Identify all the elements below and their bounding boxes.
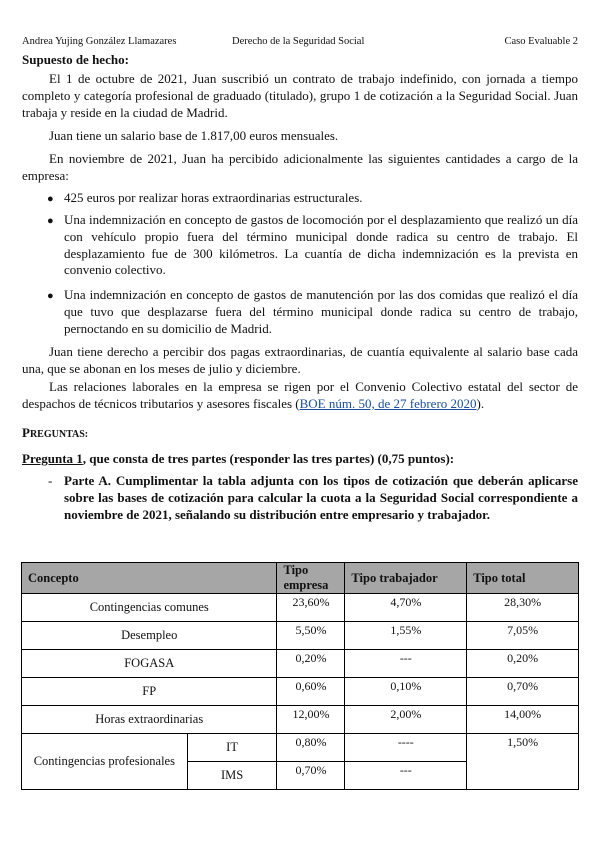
total-cell: 0,20%	[467, 650, 579, 678]
total-cell: 0,70%	[467, 678, 579, 706]
concept-cell: Horas extraordinarias	[22, 706, 277, 734]
total-cell: 14,00%	[467, 706, 579, 734]
trabajador-cell: ---	[345, 650, 467, 678]
bullet-marker: ●	[47, 193, 54, 205]
bullet-item: Una indemnización en concepto de gastos de manutención por las dos comidas que realizó el día que tuvo que desplazarse fuera del término municipal donde radica su centro de trabajo, pernoctando en su domicilio de Madrid.	[64, 287, 578, 336]
empresa-cell: 23,60%	[277, 594, 345, 622]
concept-cell: Contingencias comunes	[22, 594, 277, 622]
bullet-marker: ●	[47, 290, 54, 302]
table-row	[22, 650, 579, 678]
facts-paragraph-3: En noviembre de 2021, Juan ha percibido adicionalmente las siguientes cantidades a cargo de la empresa:	[22, 151, 578, 183]
trabajador-cell: 1,55%	[345, 622, 467, 650]
bullet-item: 425 euros por realizar horas extraordinarias estructurales.	[64, 190, 363, 205]
empresa-cell: 12,00%	[277, 706, 345, 734]
header-tipo-total: Tipo total	[467, 563, 579, 594]
table-row	[22, 622, 579, 650]
ims-trabajador-cell: ---	[345, 762, 467, 790]
trabajador-cell: 4,70%	[345, 594, 467, 622]
empresa-cell: 5,50%	[277, 622, 345, 650]
total-cell: 28,30%	[467, 594, 579, 622]
part-a-text: Parte A. Cumplimentar la tabla adjunta con los tipos de cotización que deberán aplicarse sobre las bases de cotización para calcular la cuota a la Seguridad Social correspondiente a noviembre de 2021, señalando su distribución entre empresario y trabajador.	[64, 473, 578, 522]
trabajador-cell: 2,00%	[345, 706, 467, 734]
it-trabajador-cell: ----	[345, 734, 467, 762]
table-row-professional-it	[22, 734, 579, 762]
facts-heading: Supuesto de hecho:	[22, 52, 129, 67]
table-row	[22, 678, 579, 706]
facts-paragraph-1: El 1 de octubre de 2021, Juan suscribió un contrato de trabajo indefinido, con jornada a tiempo completo y categoría profesional de graduado (titulado), grupo 1 de cotización a la Seguridad Social. Juan trabaja y reside en la ciudad de Madrid.	[22, 71, 578, 120]
professional-total-cell: 1,50%	[467, 734, 579, 790]
trabajador-cell: 0,10%	[345, 678, 467, 706]
header-author: Andrea Yujing González Llamazares	[22, 36, 177, 47]
bullet-marker: ●	[47, 215, 54, 227]
it-empresa-cell: 0,80%	[277, 734, 345, 762]
ims-label-cell: IMS	[187, 762, 277, 790]
ims-empresa-cell: 0,70%	[277, 762, 345, 790]
empresa-cell: 0,20%	[277, 650, 345, 678]
concept-cell: FOGASA	[22, 650, 277, 678]
facts-paragraph-2: Juan tiene un salario base de 1.817,00 euros mensuales.	[49, 128, 339, 143]
questions-heading: PREGUNTAS:	[22, 425, 89, 440]
facts-paragraph-5	[22, 379, 578, 413]
question-1-title: Pregunta 1, que consta de tres partes (responder las tres partes) (0,75 puntos):	[22, 451, 455, 466]
bullet-item: Una indemnización en concepto de gastos de locomoción por el desplazamiento que realizó un día con vehículo propio fuera del término municipal donde radica su centro de trabajo. El desplazamiento fue de 300 kilómetros. La cuantía de dicha indemnización es la prevista en convenio colectivo.	[64, 212, 578, 278]
table-row	[22, 594, 579, 622]
facts-paragraph-4: Juan tiene derecho a percibir dos pagas extraordinarias, de cuantía equivalente al salario base cada una, que se abonan en los meses de julio y diciembre.	[22, 344, 578, 376]
total-cell: 7,05%	[467, 622, 579, 650]
concept-cell: FP	[22, 678, 277, 706]
concept-cell: Desempleo	[22, 622, 277, 650]
table-row	[22, 706, 579, 734]
boe-link[interactable]: BOE núm. 50, de 27 febrero 2020	[299, 395, 477, 411]
it-label-cell: IT	[187, 734, 277, 762]
facts-paragraph-5-end: ).	[476, 395, 485, 411]
question-1-label: Pregunta 1	[22, 451, 83, 466]
header-case: Caso Evaluable 2	[504, 36, 578, 47]
table-header-row	[22, 563, 579, 594]
contribution-table	[21, 562, 579, 790]
professional-concept-cell: Contingencias profesionales	[22, 734, 188, 790]
header-concepto: Concepto	[22, 563, 277, 594]
empresa-cell: 0,60%	[277, 678, 345, 706]
facts-paragraph-5-text: Las relaciones laborales en la empresa se rigen por el Convenio Colectivo estatal del sector de despachos de técnicos tributarios y asesores fiscales (	[22, 379, 578, 411]
part-a-dash: -	[48, 473, 53, 488]
header-subject: Derecho de la Seguridad Social	[232, 36, 365, 47]
header-tipo-trabajador: Tipo trabajador	[345, 563, 467, 594]
header-tipo-empresa: Tipo empresa	[277, 563, 345, 594]
